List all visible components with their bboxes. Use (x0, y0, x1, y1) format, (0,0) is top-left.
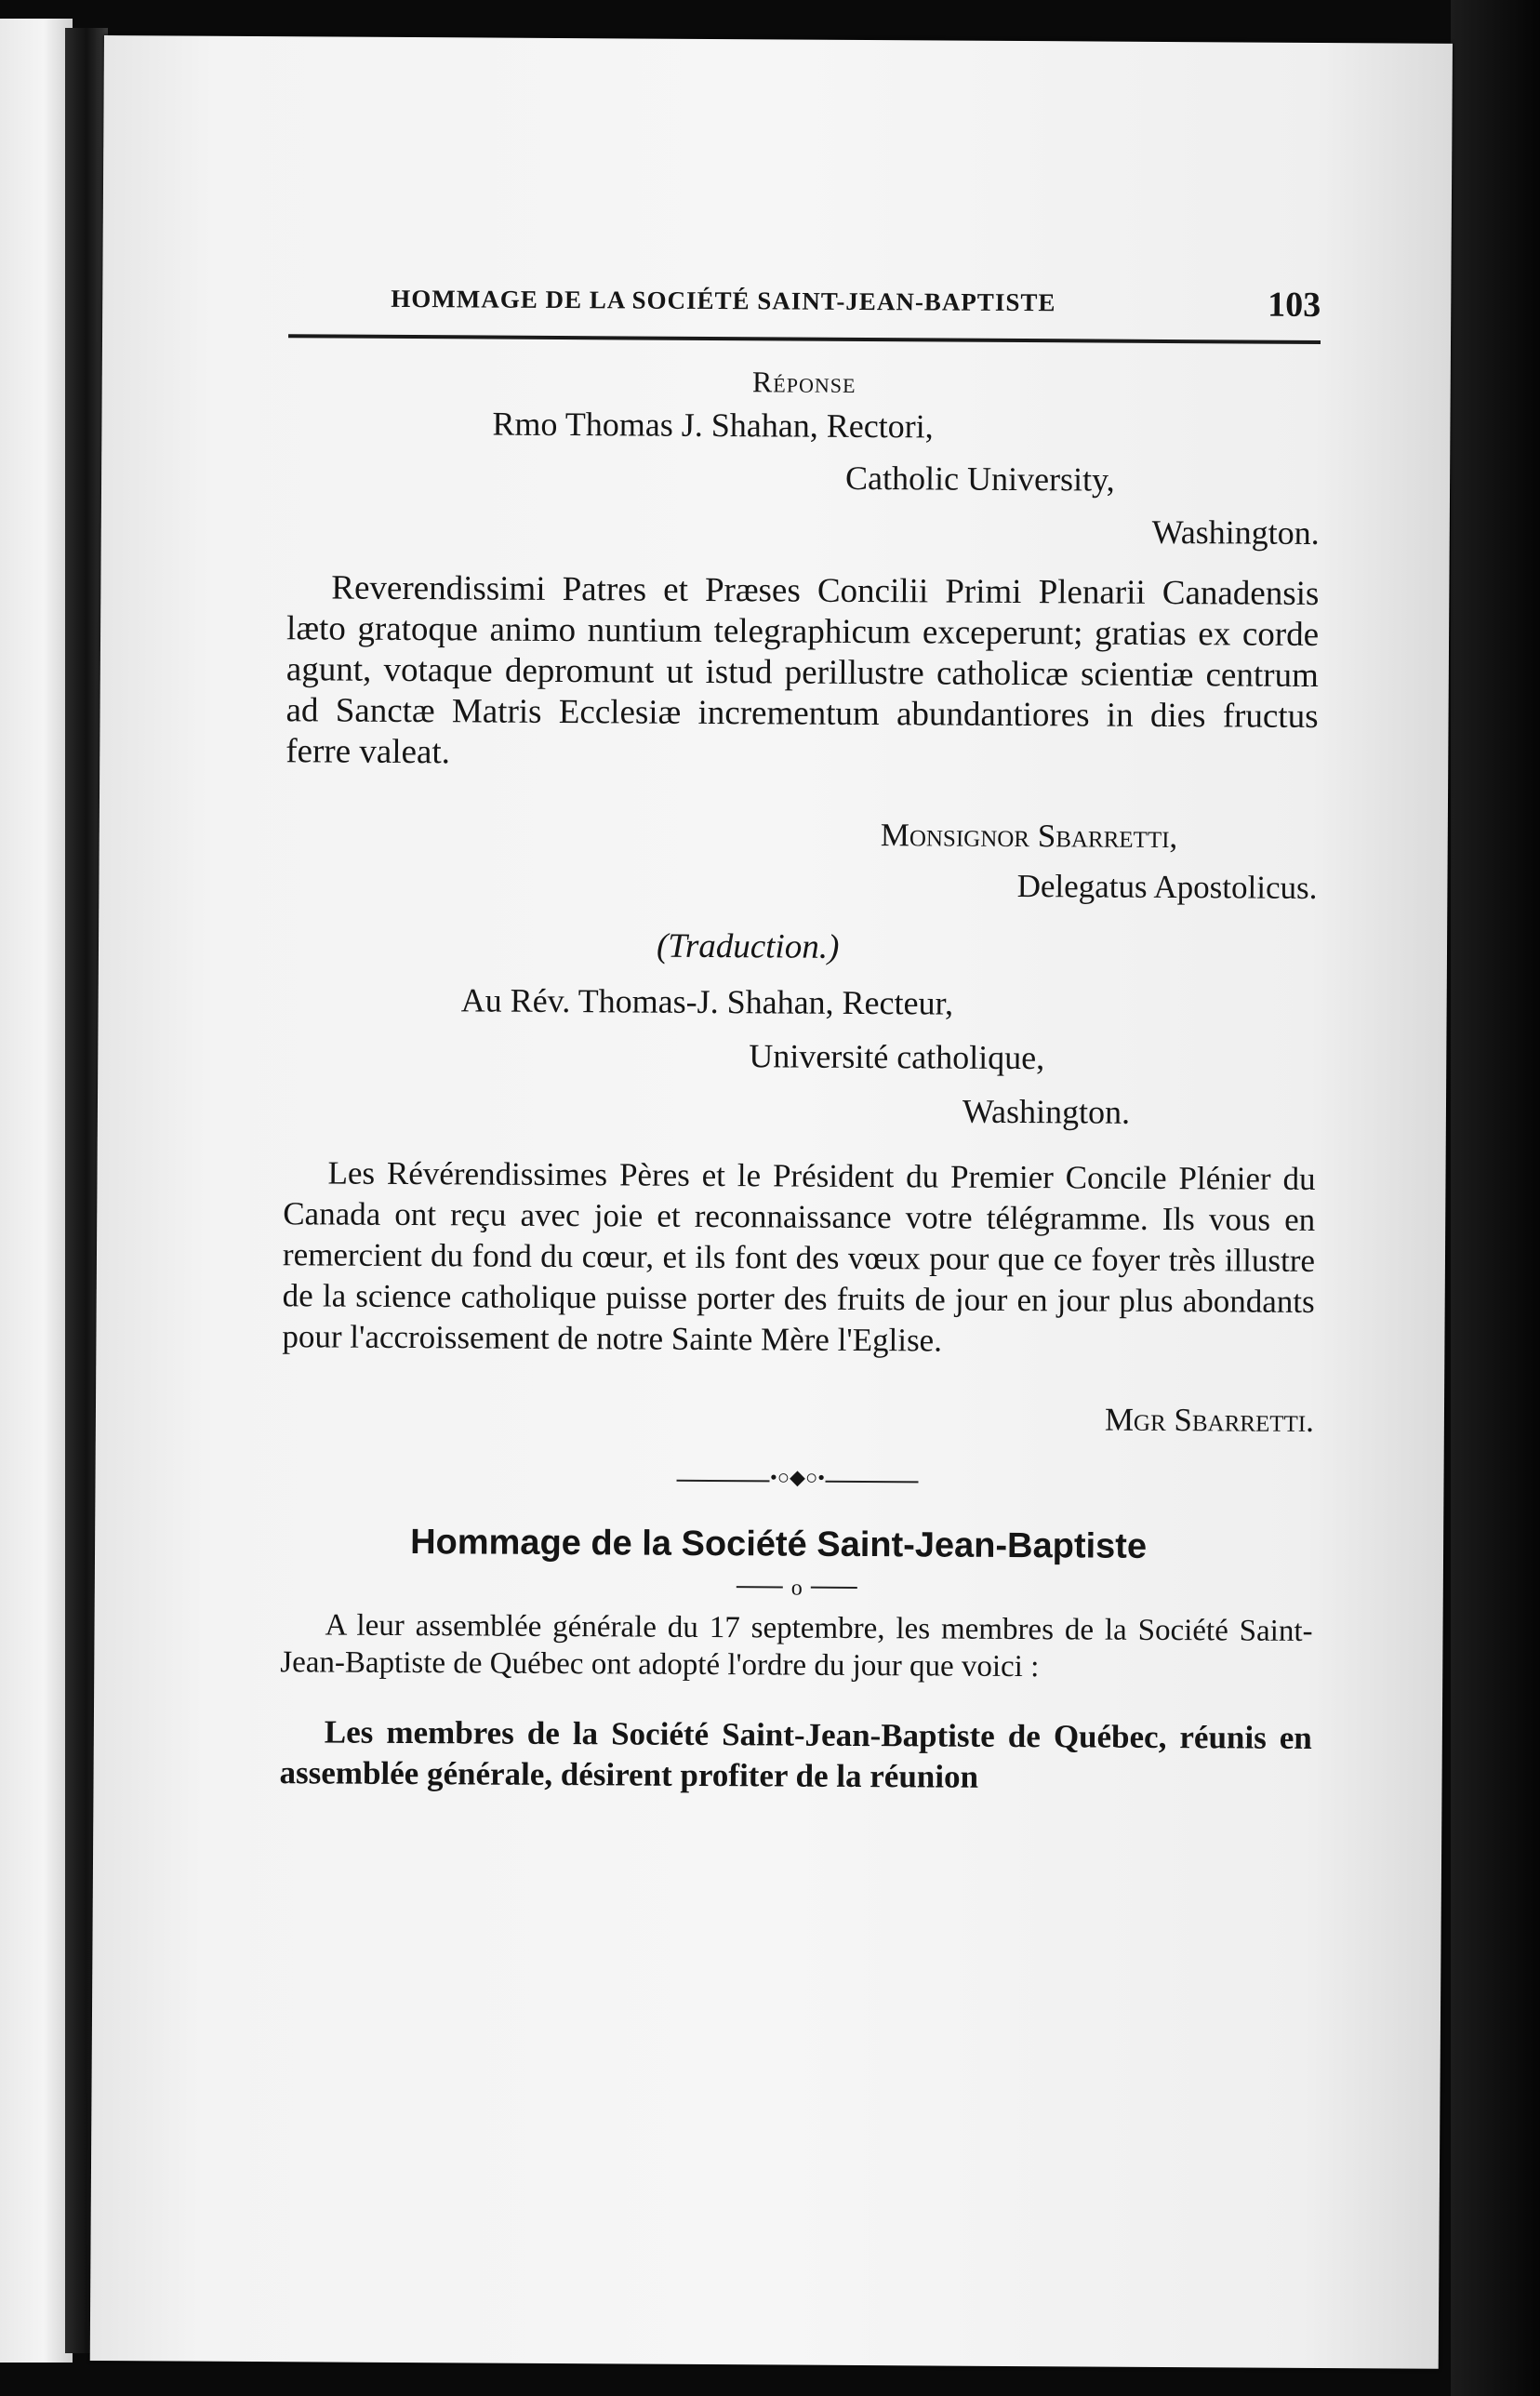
ornament-rule-right (826, 1481, 919, 1484)
latin-signature-name: Monsignor Sbarretti, (880, 817, 1178, 856)
hommage-resolution: Les membres de la Société Saint-Jean-Baptiste de Québec, réunis en assemblée générale, désirent profiter de la réunion (279, 1713, 1312, 1795)
facing-page-edge (0, 19, 73, 2363)
running-header (288, 260, 1321, 344)
address-line: Washington. (962, 1092, 1131, 1131)
traduction-label: (Traduction.) (656, 926, 840, 966)
section-ornament (676, 1465, 918, 1493)
address-line: Université catholique, (749, 1037, 1045, 1077)
latin-body: Reverendissimi Patres et Præses Concilii Primi Plenarii Canadensis læto gratoque animo nuntium telegraphicum exceperunt; gratias ex corde agunt, votaque depromunt ut istud perillustre catholicæ scientiæ centrum ad Sanctæ Matris Ecclesiæ incrementum abundantiores in dies fructus ferre valeat. (285, 568, 1320, 772)
title-separator (737, 1576, 857, 1601)
separator-mark: o (790, 1576, 803, 1601)
page-number: 103 (1268, 285, 1321, 325)
address-line: Au Rév. Thomas-J. Shahan, Recteur, (460, 981, 954, 1022)
address-line: Catholic University, (844, 459, 1115, 499)
latin-address (287, 396, 1321, 559)
section-title: Hommage de la Société Saint-Jean-Baptiste (410, 1523, 1148, 1566)
reponse-heading: Réponse (751, 365, 856, 399)
french-body: Les Révérendissimes Pères et le Président du Premier Concile Plénier du Canada ont reçu avec joie et reconnaissance votre télégramme. Ils vous en remercient du fond du cœur, et ils font des vœux pour que ce foyer très illustre de la science catholique puisse porter des fruits de jour en jour plus abondants pour l'accroissement de notre Sainte Mère l'Eglise. (282, 1154, 1316, 1359)
separator-rule-right (811, 1587, 857, 1589)
address-line: Washington. (1151, 512, 1320, 552)
french-signature: Mgr Sbarretti. (1104, 1401, 1315, 1439)
address-line: Rmo Thomas J. Shahan, Rectori, (492, 405, 934, 446)
french-address (284, 972, 1317, 1140)
separator-rule-left (737, 1586, 783, 1588)
ornament-rule-left (677, 1480, 770, 1483)
page-content (279, 260, 1321, 1832)
ornament-center: •○◆○• (770, 1465, 826, 1489)
running-title: HOMMAGE DE LA SOCIÉTÉ SAINT-JEAN-BAPTISTE (391, 284, 1056, 317)
hommage-intro: A leur assemblée générale du 17 septembre, les membres de la Société Saint-Jean-Baptiste de Québec ont adopté l'ordre du jour que voici : (280, 1608, 1313, 1684)
scan-border (1451, 0, 1540, 2396)
latin-signature-title: Delegatus Apostolicus. (1016, 868, 1318, 906)
book-page (90, 35, 1453, 2369)
